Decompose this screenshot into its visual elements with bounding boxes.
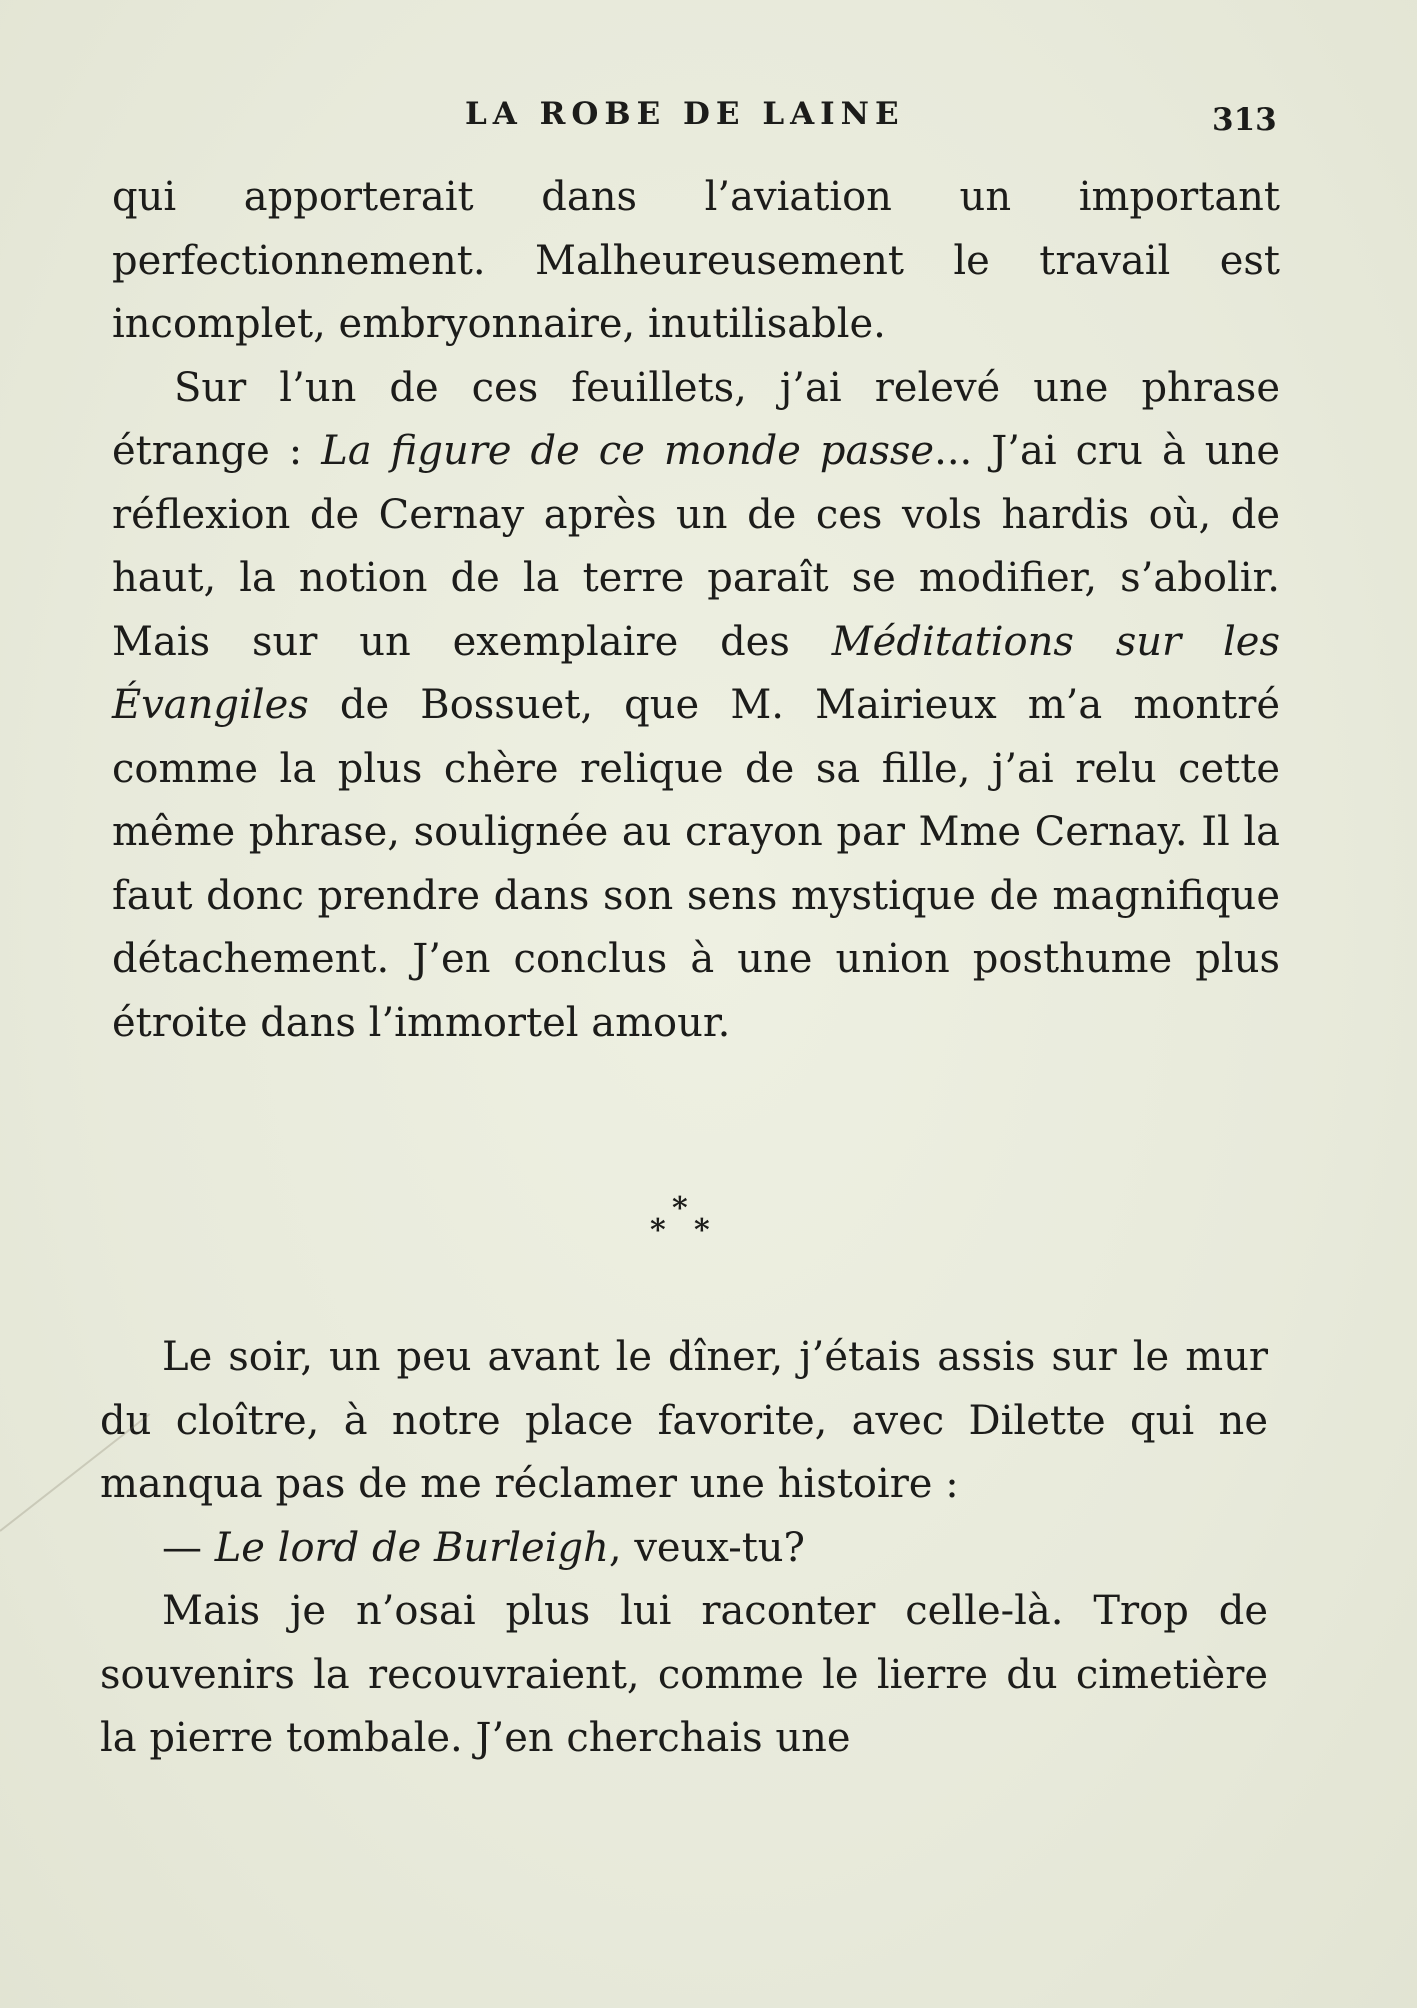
asterism-divider (646, 1191, 716, 1254)
paragraph (100, 1580, 1268, 1771)
text-run: de Bossuet, que M. Mairieux m’a montré comme la plus chère relique de sa fille, j’ai relu cette même phrase, soulignée au crayon par Mme Cernay. Il la faut donc prendre dans son sens mystique de magnifique détachement. J’en conclus à une union posthume plus étroite dans l’immortel amour. (112, 682, 1280, 1046)
running-head (0, 96, 1417, 156)
paragraph (100, 1517, 1268, 1581)
text-run: — (162, 1524, 215, 1571)
text-run: , veux-tu? (608, 1524, 806, 1571)
paragraph (100, 1326, 1268, 1517)
asterism-star-right: * (694, 1213, 710, 1248)
body-text-block-2 (100, 1326, 1268, 1771)
italic-text: La figure de ce monde passe (321, 428, 935, 474)
asterism-star-top: * (672, 1191, 688, 1226)
body-text-block-1 (112, 166, 1280, 1055)
text-run: Mais je n’osai plus lui raconter celle-là. Trop de souvenirs la recouvraient, comme le lierre du cimetière la pierre tombale. J’en cherchais une (100, 1588, 1268, 1761)
page-number: 313 (1212, 102, 1277, 138)
italic-text: Méditations sur les Évangiles (112, 618, 1280, 728)
text-run: Le soir, un peu avant le dîner, j’étais assis sur le mur du cloître, à notre place favorite, avec Dilette qui ne manqua pas de me réclamer une histoire : (100, 1334, 1268, 1507)
paragraph (112, 357, 1280, 1056)
running-title: LA ROBE DE LAINE (465, 96, 905, 132)
text-run: Sur l’un de ces feuillets, j’ai relevé une phrase étrange : (112, 364, 1280, 474)
italic-text: Le lord de Burleigh (214, 1524, 609, 1571)
asterism-star-left: * (650, 1213, 666, 1248)
text-run: qui apporterait dans l’aviation un important perfectionnement. Malheureusement le travail est incomplet, embryonnaire, inutilisable. (112, 174, 1280, 347)
paragraph (112, 166, 1280, 357)
text-run: ... J’ai cru à une réflexion de Cernay après un de ces vols hardis où, de haut, la notion de la terre paraît se modifier, s’abolir. Mais sur un exemplaire des (112, 428, 1280, 665)
